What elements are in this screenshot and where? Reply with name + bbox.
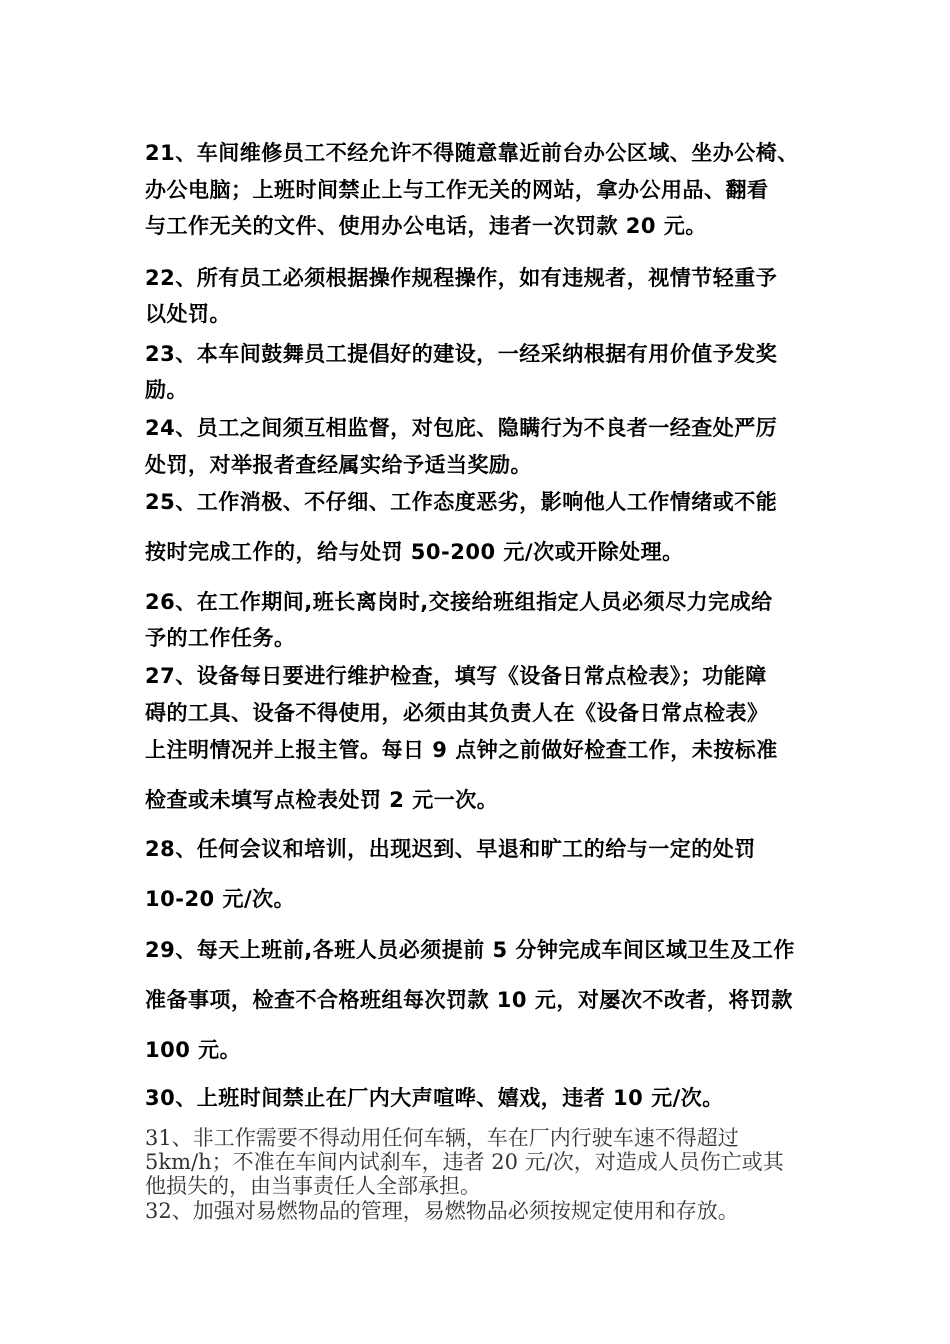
text-line: 办公电脑；上班时间禁止上与工作无关的网站，拿办公用品、翻看: [145, 178, 769, 202]
text-line: 他损失的，由当事责任人全部承担。: [145, 1174, 481, 1198]
text-line: 5km/h；不准在车间内试刹车，违者 20 元/次，对造成人员伤亡或其: [145, 1150, 784, 1174]
text-line: 31、非工作需要不得动用任何车辆，车在厂内行驶车速不得超过: [145, 1126, 739, 1150]
text-line: 予的工作任务。: [145, 626, 296, 650]
text-line: 与工作无关的文件、使用办公电话，违者一次罚款 20 元。: [145, 214, 707, 238]
text-line: 32、加强对易燃物品的管理，易燃物品必须按规定使用和存放。: [145, 1199, 739, 1223]
text-line: 24、员工之间须互相监督，对包庇、隐瞒行为不良者一经查处严厉: [145, 416, 778, 440]
text-line: 22、所有员工必须根据操作规程操作，如有违规者，视情节轻重予: [145, 266, 778, 290]
text-line: 29、每天上班前,各班人员必须提前 5 分钟完成车间区域卫生及工作: [145, 938, 795, 962]
text-line: 30、上班时间禁止在厂内大声喧哗、嬉戏，违者 10 元/次。: [145, 1086, 724, 1110]
text-line: 100 元。: [145, 1038, 242, 1062]
text-line: 26、在工作期间,班长离岗时,交接给班组指定人员必须尽力完成给: [145, 590, 773, 614]
text-line: 处罚，对举报者查经属实给予适当奖励。: [145, 453, 532, 477]
text-line: 10-20 元/次。: [145, 887, 296, 911]
text-line: 碍的工具、设备不得使用，必须由其负责人在《设备日常点检表》: [145, 701, 769, 725]
text-line: 23、本车间鼓舞员工提倡好的建设，一经采纳根据有用价值予发奖: [145, 342, 778, 366]
text-line: 上注明情况并上报主管。每日 9 点钟之前做好检查工作，未按标准: [145, 738, 778, 762]
text-line: 27、设备每日要进行维护检查，填写《设备日常点检表》；功能障: [145, 664, 767, 688]
text-line: 25、工作消极、不仔细、工作态度恶劣，影响他人工作情绪或不能: [145, 490, 778, 514]
text-line: 21、车间维修员工不经允许不得随意靠近前台办公区域、坐办公椅、: [145, 141, 799, 165]
text-line: 28、任何会议和培训，出现迟到、早退和旷工的给与一定的处罚: [145, 837, 756, 861]
text-line: 准备事项，检查不合格班组每次罚款 10 元，对屡次不改者，将罚款: [145, 988, 793, 1012]
text-line: 检查或未填写点检表处罚 2 元一次。: [145, 788, 499, 812]
text-line: 按时完成工作的，给与处罚 50-200 元/次或开除处理。: [145, 540, 684, 564]
text-line: 以处罚。: [145, 302, 231, 326]
text-line: 励。: [145, 378, 188, 402]
